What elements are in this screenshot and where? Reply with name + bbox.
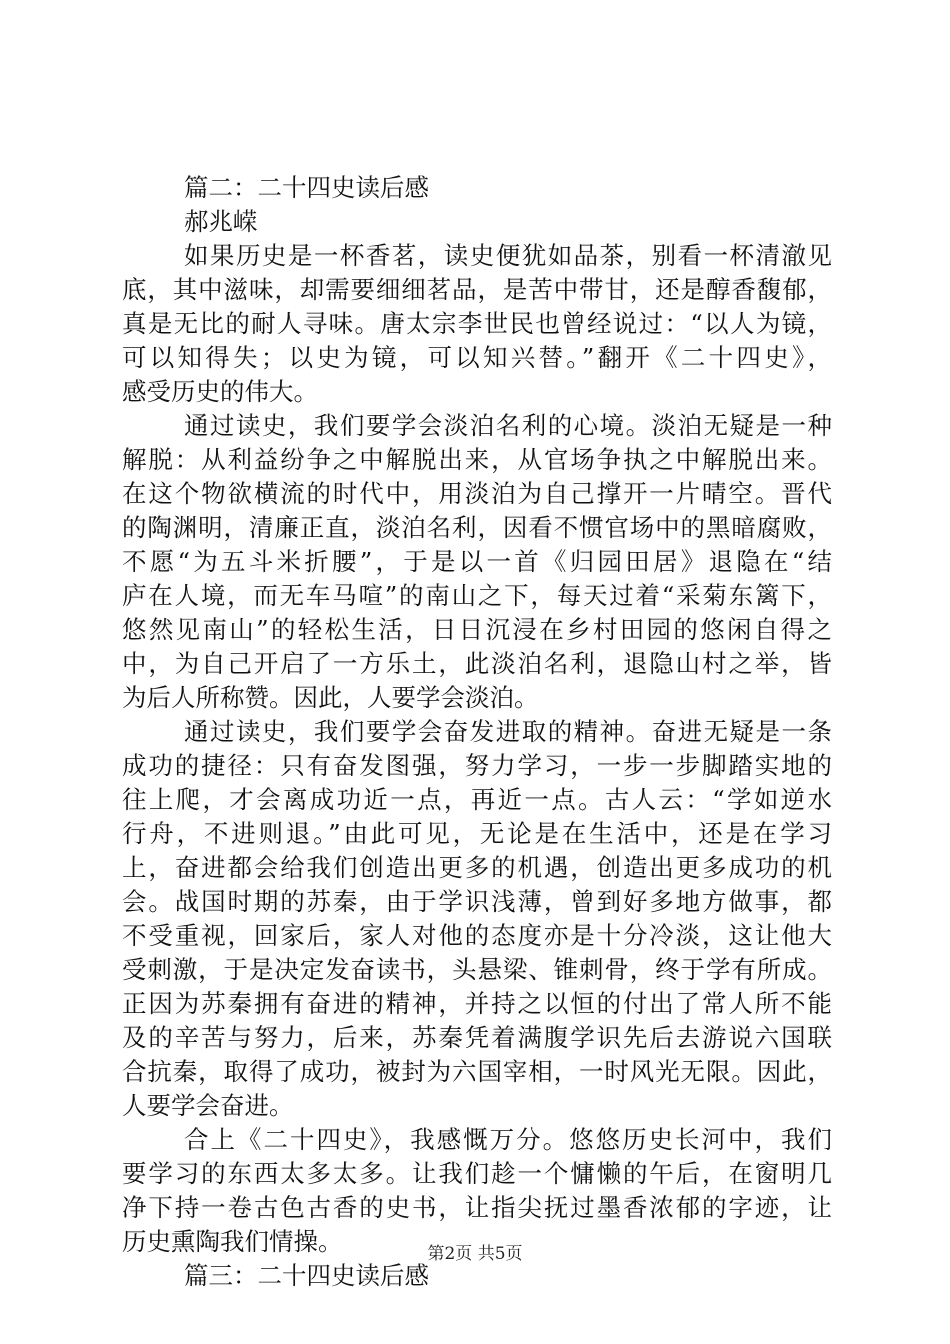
text-line: 可以知得失；以史为镜，可以知兴替。”翻开《二十四史》，: [122, 343, 832, 372]
text-line: 庐在人境，而无车马喧”的南山之下，每天过着“采菊东篱下，: [122, 581, 832, 610]
text-line: 为后人所称赞。因此，人要学会淡泊。: [122, 683, 539, 712]
text-line: 成功的捷径：只有奋发图强，努力学习，一步一步脚踏实地的: [122, 751, 832, 780]
text-line: 不愿“为五斗米折腰”，于是以一首《归园田居》退隐在“结: [122, 547, 832, 576]
text-line: 会。战国时期的苏秦，由于学识浅薄，曾到好多地方做事，都: [122, 887, 832, 916]
text-line: 如果历史是一杯香茗，读史便犹如品茶，别看一杯清澈见: [184, 241, 832, 270]
text-line: 底，其中滋味，却需要细细茗品，是苦中带甘，还是醇香馥郁，: [122, 275, 832, 304]
text-line: 真是无比的耐人寻味。唐太宗李世民也曾经说过：“以人为镜，: [122, 309, 832, 338]
text-line: 受刺激，于是决定发奋读书，头悬梁、锥刺骨，终于学有所成。: [122, 955, 832, 984]
text-line: 篇二：二十四史读后感: [184, 173, 429, 202]
text-line: 行舟，不进则退。”由此可见，无论是在生活中，还是在学习: [122, 819, 832, 848]
text-line: 篇三：二十四史读后感: [184, 1261, 429, 1290]
page-footer: [0, 1243, 950, 1265]
text-line: 及的辛苦与努力，后来，苏秦凭着满腹学识先后去游说六国联: [122, 1023, 832, 1052]
text-line: 要学习的东西太多太多。让我们趁一个慵懒的午后，在窗明几: [122, 1159, 832, 1188]
text-line: 合抗秦，取得了成功，被封为六国宰相，一时风光无限。因此，: [122, 1057, 832, 1086]
document-body: [122, 171, 832, 1293]
text-line: 历史熏陶我们情操。: [122, 1227, 343, 1256]
text-line: 的陶渊明，清廉正直，淡泊名利，因看不惯官场中的黑暗腐败，: [122, 513, 832, 542]
text-line: 通过读史，我们要学会淡泊名利的心境。淡泊无疑是一种: [184, 411, 832, 440]
text-line: 往上爬，才会离成功近一点，再近一点。古人云：“学如逆水: [122, 785, 832, 814]
text-line: 通过读史，我们要学会奋发进取的精神。奋进无疑是一条: [184, 717, 832, 746]
text-line: 净下持一卷古色古香的史书，让指尖抚过墨香浓郁的字迹，让: [122, 1193, 832, 1222]
text-line: 人要学会奋进。: [122, 1091, 294, 1120]
text-line: 不受重视，回家后，家人对他的态度亦是十分冷淡，这让他大: [122, 921, 832, 950]
text-line: 中，为自己开启了一方乐土，此淡泊名利，退隐山村之举，皆: [122, 649, 832, 678]
text-line: 正因为苏秦拥有奋进的精神，并持之以恒的付出了常人所不能: [122, 989, 832, 1018]
text-line: 在这个物欲横流的时代中，用淡泊为自己撑开一片晴空。晋代: [122, 479, 832, 508]
text-line: 郝兆嵘: [184, 207, 258, 236]
text-line: 上，奋进都会给我们创造出更多的机遇，创造出更多成功的机: [122, 853, 832, 882]
text-line: 感受历史的伟大。: [122, 377, 318, 406]
page-number-label: 第2页 共5页: [427, 1244, 523, 1264]
text-line: 悠然见南山”的轻松生活，日日沉浸在乡村田园的悠闲自得之: [122, 615, 832, 644]
text-line: 合上《二十四史》，我感慨万分。悠悠历史长河中，我们: [184, 1125, 832, 1154]
text-line: 解脱：从利益纷争之中解脱出来，从官场争执之中解脱出来。: [122, 445, 832, 474]
